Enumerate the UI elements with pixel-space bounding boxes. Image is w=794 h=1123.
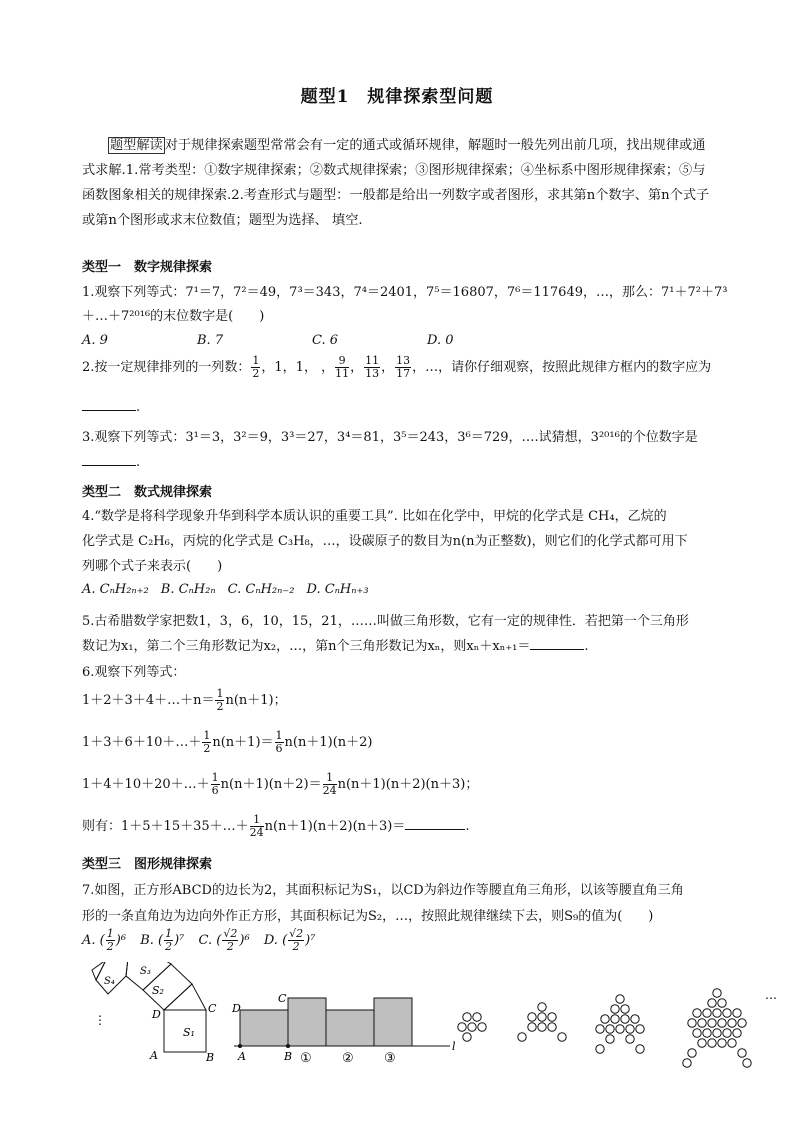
- dot-p4: [713, 1009, 721, 1017]
- dot-p3: [626, 1025, 634, 1033]
- q2-blank: [82, 398, 136, 411]
- q1-option-d: D. 0: [427, 333, 454, 348]
- q7-options: [82, 928, 722, 953]
- q5-line-b: 数记为x₁，第二个三角形数记为x₂，…，第n个三角形数记为xₙ，则xₙ＋xₙ₊₁＝ .: [82, 639, 589, 654]
- section-heading-2: 类型二 数式规律探索: [82, 485, 213, 500]
- q1-option-c: C. 6: [312, 333, 339, 348]
- label-b2: B: [284, 1050, 293, 1063]
- dot-p1: [463, 1013, 471, 1021]
- q2-line: 2.按一定规律排列的一列数： $\frac{1}{2}$ ，1，1， ， $\frac{9}{11}$ ， $\frac{11}{13}$ ， $\frac{13}{17}$ ，…，请你仔细观察，按照此规律方框内的数字应为: [82, 354, 712, 380]
- dot-p3: [596, 1025, 604, 1033]
- dot-p2: [528, 1023, 536, 1031]
- figure-dot-patterns: [455, 985, 785, 1070]
- q4-line-c: 列哪个式子来表示( ): [82, 559, 223, 574]
- dot-p1: [463, 1033, 471, 1041]
- label-a: A: [150, 1049, 158, 1062]
- label-s4: S₄: [104, 976, 115, 987]
- section-heading-1: 类型一 数字规律探索: [82, 260, 213, 275]
- dot-p3: [606, 1025, 614, 1033]
- intro-text: 对于规律探索题型常常会有一定的通式或循环规律，解题时一般先列出前几项，找出规律或通式求解.1.常考类型：①数字规律探索；②数式规律探索；③图形规律探索；④坐标系中图形规律探索；⑤与函数图象相关的规律探索.2.考查形式与题型：一般都是给出一列数字或者图形，求其第n个数字、第n个式子或第n个图形或求末位数值；题型为选择、 填空.: [82, 138, 710, 228]
- dot-p4: [718, 999, 726, 1007]
- label-l: l: [452, 1040, 456, 1053]
- dot-p4: [738, 1049, 746, 1057]
- dot-p1: [473, 1013, 481, 1021]
- dot-p3: [621, 1015, 629, 1023]
- label-s1: S₁: [183, 1026, 195, 1039]
- q4-line-a: 4.“数学是将科学现象升华到科学本质认识的重要工具”. 比如在化学中，甲烷的化学式是 CH₄，乙烷的: [82, 509, 667, 524]
- dot-p1: [458, 1023, 466, 1031]
- section-heading-3: 类型三 图形规律探索: [82, 857, 213, 872]
- dot-p4: [693, 1029, 701, 1037]
- q1-option-a: A. 9: [82, 333, 108, 348]
- dot-p2: [538, 1003, 546, 1011]
- triangle-1: [164, 984, 206, 1010]
- dot-p3: [621, 1005, 629, 1013]
- q1-options: [82, 333, 722, 348]
- q6-blank: [405, 817, 465, 830]
- dot-p2: [518, 1033, 526, 1041]
- q7-option-d: D. ( $\frac{√2}{2}$ )⁷: [263, 927, 316, 953]
- q1-option-b: B. 7: [197, 333, 224, 348]
- dot-p4: [698, 1039, 706, 1047]
- intro-tag: 题型解读: [110, 138, 163, 153]
- label-n1: ①: [300, 1051, 312, 1066]
- dot-p4: [743, 1059, 751, 1067]
- q6-eq-1: 1＋2＋3＋4＋…＋n＝ $\frac{1}{2}$ n(n＋1)；: [82, 687, 287, 713]
- label-n2: ②: [342, 1051, 354, 1066]
- q4-option-c: C. CₙH₂ₙ₋₂: [227, 582, 295, 597]
- label-c: C: [208, 1002, 217, 1015]
- label-a2: A: [238, 1050, 246, 1063]
- q7-option-b: B. ( $\frac{1}{2}$ )⁷: [140, 927, 185, 953]
- figure-rectangles: [228, 990, 460, 1075]
- dot-p4: [683, 1059, 691, 1067]
- label-c2: C: [278, 992, 287, 1005]
- rect-2: [288, 998, 326, 1046]
- q7-option-c: C. ( $\frac{√2}{2}$ )⁶: [198, 927, 250, 953]
- dot-p4: [708, 999, 716, 1007]
- dot-p4: [698, 1019, 706, 1027]
- dot-p4: [718, 1019, 726, 1027]
- dot-p4: [723, 1029, 731, 1037]
- rect-1: [240, 1010, 288, 1046]
- q2-text-a: 2.按一定规律排列的一列数：: [82, 360, 251, 375]
- q6-intro: 6.观察下列等式：: [82, 665, 186, 680]
- q7-line-b: 形的一条直角边为边向外作正方形，其面积标记为S₂，…，按照此规律继续下去，则S₉的值为( ): [82, 909, 654, 924]
- q2-frac-3: $\frac{11}{13}$: [365, 354, 380, 380]
- dot-p4: [713, 989, 721, 997]
- dot-p3: [596, 1045, 604, 1053]
- q4-line-b: 化学式是 C₂H₆，丙烷的化学式是 C₃H₈，…，设碳原子的数目为n(n为正整数)，则它们的化学式都可用下: [82, 534, 688, 549]
- q7-line-a: 7.如图，正方形ABCD的边长为2，其面积标记为S₁，以CD为斜边作等腰直角三角形，以该等腰直角三角: [82, 883, 684, 898]
- dot-p4: [713, 1029, 721, 1037]
- label-s3: S₃: [140, 966, 151, 977]
- dot-p1: [478, 1023, 486, 1031]
- q2-text-mid: ，1，1， ，: [261, 360, 335, 375]
- dot-p3: [616, 1025, 624, 1033]
- dot-p4: [693, 1009, 701, 1017]
- dot-p4: [703, 1009, 711, 1017]
- q6-eq-2: 1＋3＋6＋10＋…＋ $\frac{1}{2}$ n(n＋1)＝ $\frac{1}{6}$ n(n＋1)(n＋2): [82, 729, 373, 755]
- figure-squares: [82, 962, 222, 1072]
- label-n3: ③: [384, 1051, 396, 1066]
- dot-p2: [548, 1013, 556, 1021]
- dot-p4: [708, 1019, 716, 1027]
- dot-p4: [703, 1029, 711, 1037]
- q4-options: [82, 582, 722, 597]
- label-s2: S₂: [152, 984, 164, 997]
- q4-option-b: B. CₙH₂ₙ: [160, 582, 216, 597]
- dot-p3: [616, 995, 624, 1003]
- dot-p4: [733, 1009, 741, 1017]
- dot-p4: [728, 1019, 736, 1027]
- dot-p4: [708, 1039, 716, 1047]
- label-dots: ⋮: [94, 1013, 106, 1027]
- dot-p2: [528, 1013, 536, 1021]
- dot-p2: [538, 1023, 546, 1031]
- intro-paragraph: [82, 133, 712, 233]
- dot-p2: [538, 1013, 546, 1021]
- dot-p1: [468, 1023, 476, 1031]
- label-d: D: [152, 1008, 161, 1021]
- q1-line-a: 1.观察下列等式：7¹＝7，7²＝49，7³＝343，7⁴＝2401，7⁵＝16807，7⁶＝117649，…，那么：7¹＋7²＋7³: [82, 285, 728, 300]
- label-ellipsis: …: [765, 988, 777, 1002]
- dot-p4: [728, 1039, 736, 1047]
- dot-p4: [718, 1039, 726, 1047]
- q3-blank: [82, 453, 136, 466]
- rect-3: [326, 1010, 374, 1046]
- rect-4: [374, 998, 412, 1046]
- q6-eq-4: 则有：1＋5＋15＋35＋…＋ $\frac{1}{24}$ n(n＋1)(n＋2)(n＋3)＝ .: [82, 813, 470, 839]
- dot-p3: [636, 1045, 644, 1053]
- q3-line: 3.观察下列等式：3¹＝3，3²＝9，3³＝27，3⁴＝81，3⁵＝243，3⁶＝729，….试猜想，3²⁰¹⁶的个位数字是: [82, 430, 698, 445]
- q3-answer-line: .: [82, 453, 722, 470]
- dot-p3: [631, 1015, 639, 1023]
- q4-option-a: A. CₙH₂ₙ₊₂: [82, 582, 149, 597]
- dot-p2: [548, 1023, 556, 1031]
- dot-p2: [558, 1033, 566, 1041]
- q5-line-a: 5.古希腊数学家把数1，3，6，10，15，21，……叫做三角形数，它有一定的规律性．若把第一个三角形: [82, 614, 689, 629]
- dot-p4: [738, 1019, 746, 1027]
- dot-p3: [626, 1035, 634, 1043]
- dot-p4: [688, 1049, 696, 1057]
- dot-p3: [611, 1005, 619, 1013]
- q1-line-b: ＋…＋7²⁰¹⁶的末位数字是( ): [82, 309, 265, 324]
- dot-p4: [688, 1019, 696, 1027]
- dot-p3: [611, 1015, 619, 1023]
- label-b: B: [206, 1051, 215, 1064]
- dot-p3: [636, 1025, 644, 1033]
- q2-frac-4: $\frac{13}{17}$: [396, 354, 411, 380]
- page-title: 题型1 规律探索型问题: [300, 87, 494, 107]
- q4-option-d: D. CₙHₙ₊₃: [306, 582, 369, 597]
- q7-option-a: A. ( $\frac{1}{2}$ )⁶: [82, 927, 127, 953]
- q2-frac-2: $\frac{9}{11}$: [335, 354, 350, 380]
- dot-p4: [733, 1029, 741, 1037]
- q6-eq-3: 1＋4＋10＋20＋…＋ $\frac{1}{6}$ n(n＋1)(n＋2)＝ $\frac{1}{24}$ n(n＋1)(n＋2)(n＋3)；: [82, 771, 479, 797]
- q2-answer-line: .: [82, 398, 722, 415]
- dot-p4: [723, 1009, 731, 1017]
- q2-frac-1: $\frac{1}{2}$: [252, 354, 260, 380]
- q5-blank: [530, 637, 584, 650]
- label-d2: D: [232, 1002, 241, 1015]
- q2-text-b: ，…，请你仔细观察，按照此规律方框内的数字应为: [412, 360, 712, 375]
- dot-p3: [606, 1035, 614, 1043]
- dot-p3: [601, 1015, 609, 1023]
